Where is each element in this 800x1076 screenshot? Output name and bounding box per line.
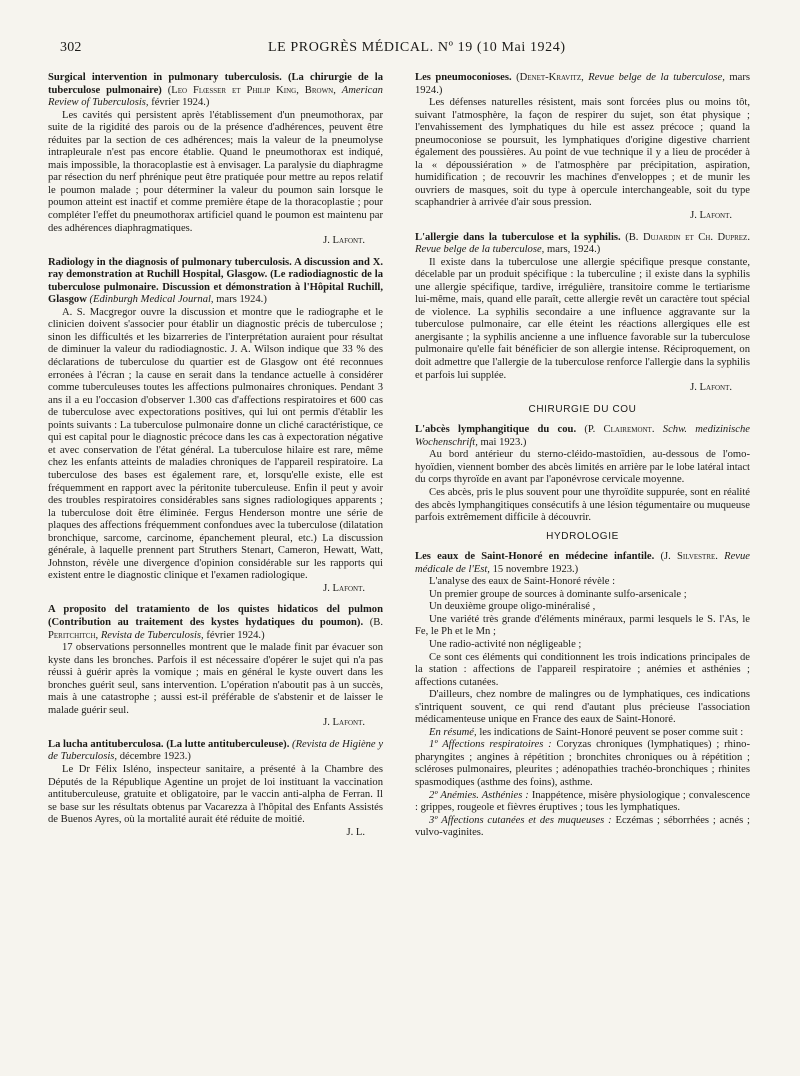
- article-title: L'abcès lymphangitique du cou.: [415, 424, 577, 436]
- article-lucha-antituberculosa: [48, 739, 383, 839]
- article-source: Schw. medizinische Wochenschrift,: [415, 424, 750, 448]
- article-authors: (J. Silvestre.: [660, 551, 718, 563]
- article-source: Revue belge de la tuberculose,: [588, 72, 725, 83]
- article-title: Surgical intervention in pulmonary tuberculosis. (La chirurgie de la tuberculose pulmonaire): [48, 72, 383, 96]
- article-line: Un premier groupe de sources à dominante sulfo-arsenicale ;: [429, 588, 687, 600]
- article-body: Le Dr Félix Isléno, inspecteur sanitaire, a présenté à la Chambre des Députés de la République Agentine un projet de loi instituant la vaccination antituberculeuse, gratuite et obligatoire, par le vaccin anti-alpha de Ferran. Il se base sur les résultats obtenus par Vacarezza à l'hôpital des Enfants Assistés de Buenos Ayres, où la mortalité aurait été réduite de moitié.: [48, 763, 383, 826]
- journal-title: LE PROGRÈS MÉDICAL. Nº 19 (10 Mai 1924): [267, 40, 566, 55]
- article-authors: (Leo Flœsser et Philip King, Brown,: [167, 84, 336, 96]
- section-heading-hydrologie: HYDROLOGIE: [546, 530, 619, 542]
- article-source: American Review of Tuberculosis,: [48, 84, 383, 109]
- article-authors: (B. Peritchitch,: [48, 616, 384, 641]
- article-signature: J. Lafont.: [323, 235, 365, 247]
- article-line: L'analyse des eaux de Saint-Honoré révèle :: [429, 576, 616, 588]
- article-line: Une variété très grande d'éléments minéraux, parmi lesquels le S. l'As, le Fe, le Ph et le Mn ;: [415, 613, 750, 638]
- article-signature: J. Lafont.: [323, 717, 365, 729]
- article-date: mars, 1924.): [547, 244, 601, 256]
- article-date: 15 novembre 1923.): [492, 563, 579, 575]
- article-date: février 1924.): [151, 97, 210, 109]
- article-date: mai 1923.): [480, 436, 527, 448]
- article-allergie: [415, 232, 750, 395]
- section-heading-chirurgie: CHIRURGIE DU COU: [528, 403, 637, 415]
- article-line: Un deuxième groupe oligo-minéralisé ,: [429, 601, 596, 613]
- article-signature: J. Lafont.: [323, 582, 365, 594]
- indication-heading: 1º Affections respiratoires :: [429, 739, 552, 751]
- article-abces-lymphangitique: [415, 424, 750, 524]
- article-source: Revue médicale de l'Est,: [415, 551, 750, 575]
- article-source: Revue belge de la tuberculose,: [415, 244, 545, 256]
- article-title: A proposito del tratamiento de los quistes hidaticos del pulmon (Contribution au traitement des kystes hydatiques du poumon).: [48, 604, 383, 628]
- article-signature: J. Lafont.: [690, 210, 732, 222]
- article-surgical-intervention: [48, 72, 383, 248]
- resume-lead: En résumé,: [429, 726, 477, 738]
- article-pneumoconioses: [415, 72, 750, 223]
- article-title: Les eaux de Saint-Honoré en médecine infantile.: [415, 551, 655, 563]
- page-header: [60, 40, 752, 56]
- article-signature: J. L.: [346, 826, 365, 838]
- article-body: 17 observations personnelles montrent que le malade finit par évacuer son kyste dans les bronches. Parfois il est nécessaire d'opérer le sujet qui n'a pas réussi à guérir après la vomique ; mais en général le kyste ouvert dans les bronches guérit seul, sans intervention. L'opération n'aboutit pas à un succès, mais à une catastrophe ; aussi est-il préférable de s'abstenir et de laisser le malade guérir seul.: [48, 642, 383, 716]
- page-number: 302: [60, 40, 82, 55]
- indication-text: Inappétence, misère physiologique ; convalescence : grippes, rougeole et fièvres éruptives ; tous les lymphatiques.: [415, 789, 751, 814]
- indication-text: Coryzas chroniques (lymphatiques) ; rhino-pharyngites ; angines à répétition ; bronchites chroniques ou à répétition ; scléroses pulmonaires, pleurites ; adénopathies trachéo-bronchiques ; rhinites spasmodiques (asthme des foins), asthme.: [415, 739, 750, 788]
- article-authors: (B. Dujardin et Ch. Duprez.: [625, 231, 750, 243]
- article-source: Revista de Tuberculosis,: [100, 629, 204, 641]
- right-column: [415, 72, 750, 842]
- article-authors: (P. Clairemont.: [584, 424, 655, 436]
- indication-text: Eczémas ; séborrhées ; acnés ; vulvo-vaginites.: [415, 814, 750, 839]
- left-column: [48, 72, 383, 848]
- article-body: Au bord antérieur du sterno-cléido-mastoïdien, au-dessous de l'omo-hyoïdien, viennent bomber des abcès limités en arrière par le lobe latéral intact du corps thyroïde en avant par l'aponévrose cervicale moyenne.: [415, 449, 750, 486]
- indication-heading: 3º Affections cutanées et des muqueuses :: [429, 814, 612, 826]
- article-line: Une radio-activité non négligeable ;: [429, 638, 582, 650]
- article-date: mars 1924.): [415, 72, 750, 96]
- article-date: février 1924.): [206, 629, 265, 641]
- article-saint-honore: [415, 551, 750, 840]
- article-body: Les défenses naturelles résistent, mais sont forcées plus ou moins tôt, suivant l'atmosphère, la façon de respirer du sujet, son état physique ; l'envahissement des lymphatiques du hile est assez précoce ; quand la pneumoconiose se poursuit, les lymphatiques d'origine digestive charrient également des poussières. Au point de vue technique il y a lieu de procéder à la « dépoussiération » de l'atmosphère par précipitation, aspiration, humidification ; de recouvrir les machines d'enveloppes ; et de munir les ouvriers de masques, soit du type à opercule interchangeable, soit du type scaphandrier à arrivée d'air sous pression.: [415, 97, 750, 209]
- article-line: Ce sont ces éléments qui conditionnent les trois indications principales de la station : affections de l'appareil respiratoire ; anémies et asthénies ; affections cutanées.: [415, 651, 750, 688]
- article-body: Ces abcès, pris le plus souvent pour une thyroïdite suppurée, sont en réalité des abcès lymphangitiques consécutifs à une lésion tégumentaire ou muqueuse parfois extrêmement difficile à découvrir.: [415, 486, 750, 524]
- article-source: (Revista de Higiène y de Tuberculosis,: [48, 738, 384, 763]
- article-title: L'allergie dans la tuberculose et la syphilis.: [415, 231, 621, 243]
- article-quistes-hidaticos: [48, 604, 383, 729]
- article-body: A. S. Macgregor ouvre la discussion et montre que le radiographe et le clinicien doivent s'associer pour établir un diagnostic précis de tuberculose ; sinon les difficultés et les bizarreries de l'interprétation auraient pour résultat de diminuer la valeur du radiodiagnostic. J. A. Wilson indique que 33 % des déclarations de tuberculose du quartier est de Glasgow ont été reconnues erronées à l'écran ; la cause en serait dans la tendance actuelle à considérer comme tuberculeuses toutes les affections pulmonaires chroniques. Pendant 3 ans il a eu l'occasion d'observer 1.300 cas d'affections respiratoires et 600 cas de tuberculose avec expectorations positives, qui lui ont permis d'établir les points suivants : La tuberculose pulmonaire donne un cliché caractéristique, ce qui est capital pour le diagnostic précoce dans les cas à expectoration négative et avec conservation de l'état général. La tuberculose hilaire est rare, même chez les enfants atteints de maladies chroniques de l'appareil respiratoire. La tuberculose des bases est également rare, et, lorsqu'elle existe, elle est fréquemment en rapport avec la péritonite tuberculeuse. Enfin il peut y avoir des troubles respiratoires considérables sans signes radiologiques apparents ; la tuberculose doit être éliminée. Fergus Henderson montre une série de plaques des affections fréquemment confondues avec la tuberculose (dilatation bronchique, sarcome, carcinome, épanchement pleural, etc.) La discussion générale, à laquelle prennent part Struthers Stenart, Cameron, Hewatt, Watt, Johnston, révèle une divergence d'opinion considérable sur les rapports qui existent entre le diagnostic clinique et l'examen radiologique.: [48, 306, 383, 582]
- article-authors: (Denet-Kravitz,: [516, 72, 584, 83]
- article-body: Les cavités qui persistent après l'établissement d'un pneumothorax, par suite de la rigidité des parois ou de la présence d'adhérences, peuvent être réduites par la section de ces adhérences; mais la valeur de la pneumolyse intrapleurale n'est pas encore établie. Quand le pneumothorax est indiqué, mais impossible, la thoracoplastie est à envisager. La paralysie du diaphragme par résection du nerf phrénique peut être pratiquée pour mettre au repos relatif le poumon malade ; pour déterminer la valeur du poumon sain lorsque le poumon atteint est inactif et comme première étape de la thoracoplastie ; pour compléter l'effet du pneumothorax artificiel quand le poumon est maintenu par des adhérences diaphragmatiques.: [48, 109, 383, 234]
- article-source: (Edinburgh Medical Journal,: [89, 294, 214, 306]
- article-radiology: [48, 257, 383, 596]
- article-body: Il existe dans la tuberculose une allergie spécifique presque constante, décelable par un produit spécifique : la tuberculine ; il existe dans la syphilis une allergie spécifique, tardive, irrégulière, transitoire comme le tertiarisme lui-même, mais, quand elle paraît, cette allergie revêt un caractère tout spécial de violence. La syphilis secondaire a une influence aggravante sur la tuberculose pulmonaire, car elle éteint les réactions allergiques elle est anergisante ; la syphilis ancienne a une influence favorable sur la tuberculose pulmonaire qu'elle fait bénéficier de son allergie intense. Réciproquement, on doit admettre que l'allergie de la tuberculose renforce l'allergie dans la syphilis et parfois lui supplée.: [415, 256, 750, 381]
- article-date: mars 1924.): [216, 294, 267, 306]
- article-title: La lucha antituberculosa. (La lutte antituberculeuse).: [48, 738, 290, 750]
- article-title: Les pneumoconioses.: [415, 72, 512, 83]
- resume-text: les indications de Saint-Honoré peuvent se poser comme suit :: [479, 726, 744, 738]
- article-title: Radiology in the diagnosis of pulmonary tuberculosis. A discussion and X. ray demonstration at Ruchill Hospital, Glasgow. (Le radiodiagnostic de la tuberculose pulmonaire. Discussion et démonstration à l'Hôpital Ruchill, Glasgow: [48, 256, 383, 306]
- article-signature: J. Lafont.: [690, 382, 732, 394]
- indication-heading: 2º Anémies. Asthénies :: [429, 789, 529, 801]
- article-date: décembre 1923.): [119, 751, 191, 763]
- article-line: D'ailleurs, chez nombre de malingres ou de lymphatiques, ces indications s'intriquent souvent, ce qui rend d'autant plus précieuse l'association médicamenteuse unique en France des eaux de Saint-Honoré.: [415, 689, 750, 726]
